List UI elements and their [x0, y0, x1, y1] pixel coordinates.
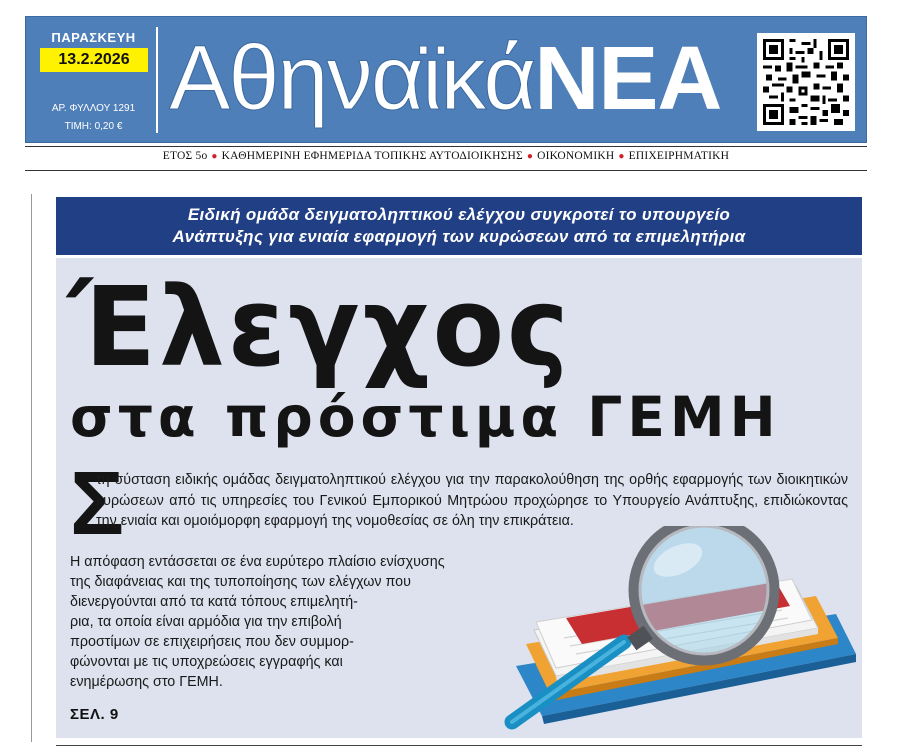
- newspaper-title-bold: ΝΕΑ: [534, 29, 722, 129]
- newspaper-title: [169, 23, 721, 133]
- newspaper-title-light: Αθηναϊκά: [169, 27, 535, 129]
- body-line: Η απόφαση εντάσσεται σε ένα ευρύτερο πλαίσιο ενίσχυσης: [70, 554, 445, 570]
- qr-code-icon[interactable]: [757, 33, 855, 131]
- bullet-icon: ●: [211, 151, 218, 162]
- issue-number: ΑΡ. ΦΥΛΛΟΥ 1291: [51, 103, 136, 114]
- bullet-icon: ●: [526, 151, 534, 162]
- kicker-line-2: Ανάπτυξης για ενιαία εφαρμογή των κυρώσεων από τα επιμελητήρια: [172, 227, 746, 246]
- bottom-rule: [56, 745, 862, 746]
- body-line: προστίμων σε επιχειρήσεις που δεν συμμορ-: [70, 634, 354, 650]
- qr-code-graphic: [763, 39, 849, 125]
- magnifying-glass-on-documents-icon: [446, 526, 862, 738]
- body-line: φώνονται με τις υποχρεώσεις εγγραφής και: [70, 654, 343, 670]
- issue-info: [26, 17, 161, 144]
- article-lead: [96, 470, 848, 532]
- body-line: ενημέρωσης στο ΓΕΜΗ.: [70, 674, 223, 690]
- issue-price: ΤΙΜΗ: 0,20 €: [64, 121, 123, 132]
- tagline-description: ΚΑΘΗΜΕΡΙΝΗ ΕΦΗΜΕΡΙΔΑ ΤΟΠΙΚΗΣ ΑΥΤΟΔΙΟΙΚΗΣΗΣ: [221, 150, 523, 162]
- headline-line-1[interactable]: Έλεγχος: [68, 262, 572, 392]
- issue-day: ΠΑΡΑΣΚΕΥΗ: [51, 30, 136, 45]
- masthead-divider: [156, 27, 158, 133]
- headline-line-2[interactable]: στα πρόστιμα ΓΕΜΗ: [70, 385, 781, 449]
- tagline-business: ΕΠΙΧΕΙΡΗΜΑΤΙΚΗ: [628, 150, 730, 162]
- tagline-top-rule: [25, 146, 867, 147]
- article-content: [56, 258, 862, 738]
- bullet-icon: ●: [618, 151, 625, 162]
- kicker-line-1: Ειδική ομάδα δειγματοληπτικού ελέγχου συγκροτεί το υπουργείο: [187, 205, 731, 224]
- drop-cap: Σ: [70, 454, 125, 554]
- body-line: της διαφάνειας και της τυποποίησης των ελέγχων που: [70, 574, 411, 590]
- column-rule: [31, 194, 32, 742]
- masthead: [25, 16, 867, 143]
- body-line: ρια, τα οποία είναι αρμόδια για την επιβολή: [70, 614, 342, 630]
- tagline: [25, 150, 867, 162]
- tagline-bottom-rule: [25, 170, 867, 171]
- body-line: διενεργούνται από τα κατά τόπους επιμελητή-: [70, 594, 358, 610]
- tagline-economic: ΟΙΚΟΝΟΜΙΚΗ: [537, 150, 615, 162]
- tagline-year: ΕΤΟΣ 5ο: [162, 150, 208, 162]
- lead-text: τη σύσταση ειδικής ομάδας δειγματοληπτικού ελέγχου για την παρακολούθηση της ορθής εφαρμογής των διοικητικών κυρώσεων από τις υπηρεσίες του Γενικού Εμπορικού Μητρώου προχώρησε το Υπουργείο Ανάπτυξης, επιδιώκοντας την ενιαία και ομοιόμορφη εφαρμογή της νομοθεσίας σε όλη την επικράτεια.: [96, 472, 848, 529]
- page-reference-link[interactable]: ΣΕΛ. 9: [70, 706, 119, 723]
- article-kicker[interactable]: [56, 197, 862, 255]
- issue-date: 13.2.2026: [40, 48, 148, 72]
